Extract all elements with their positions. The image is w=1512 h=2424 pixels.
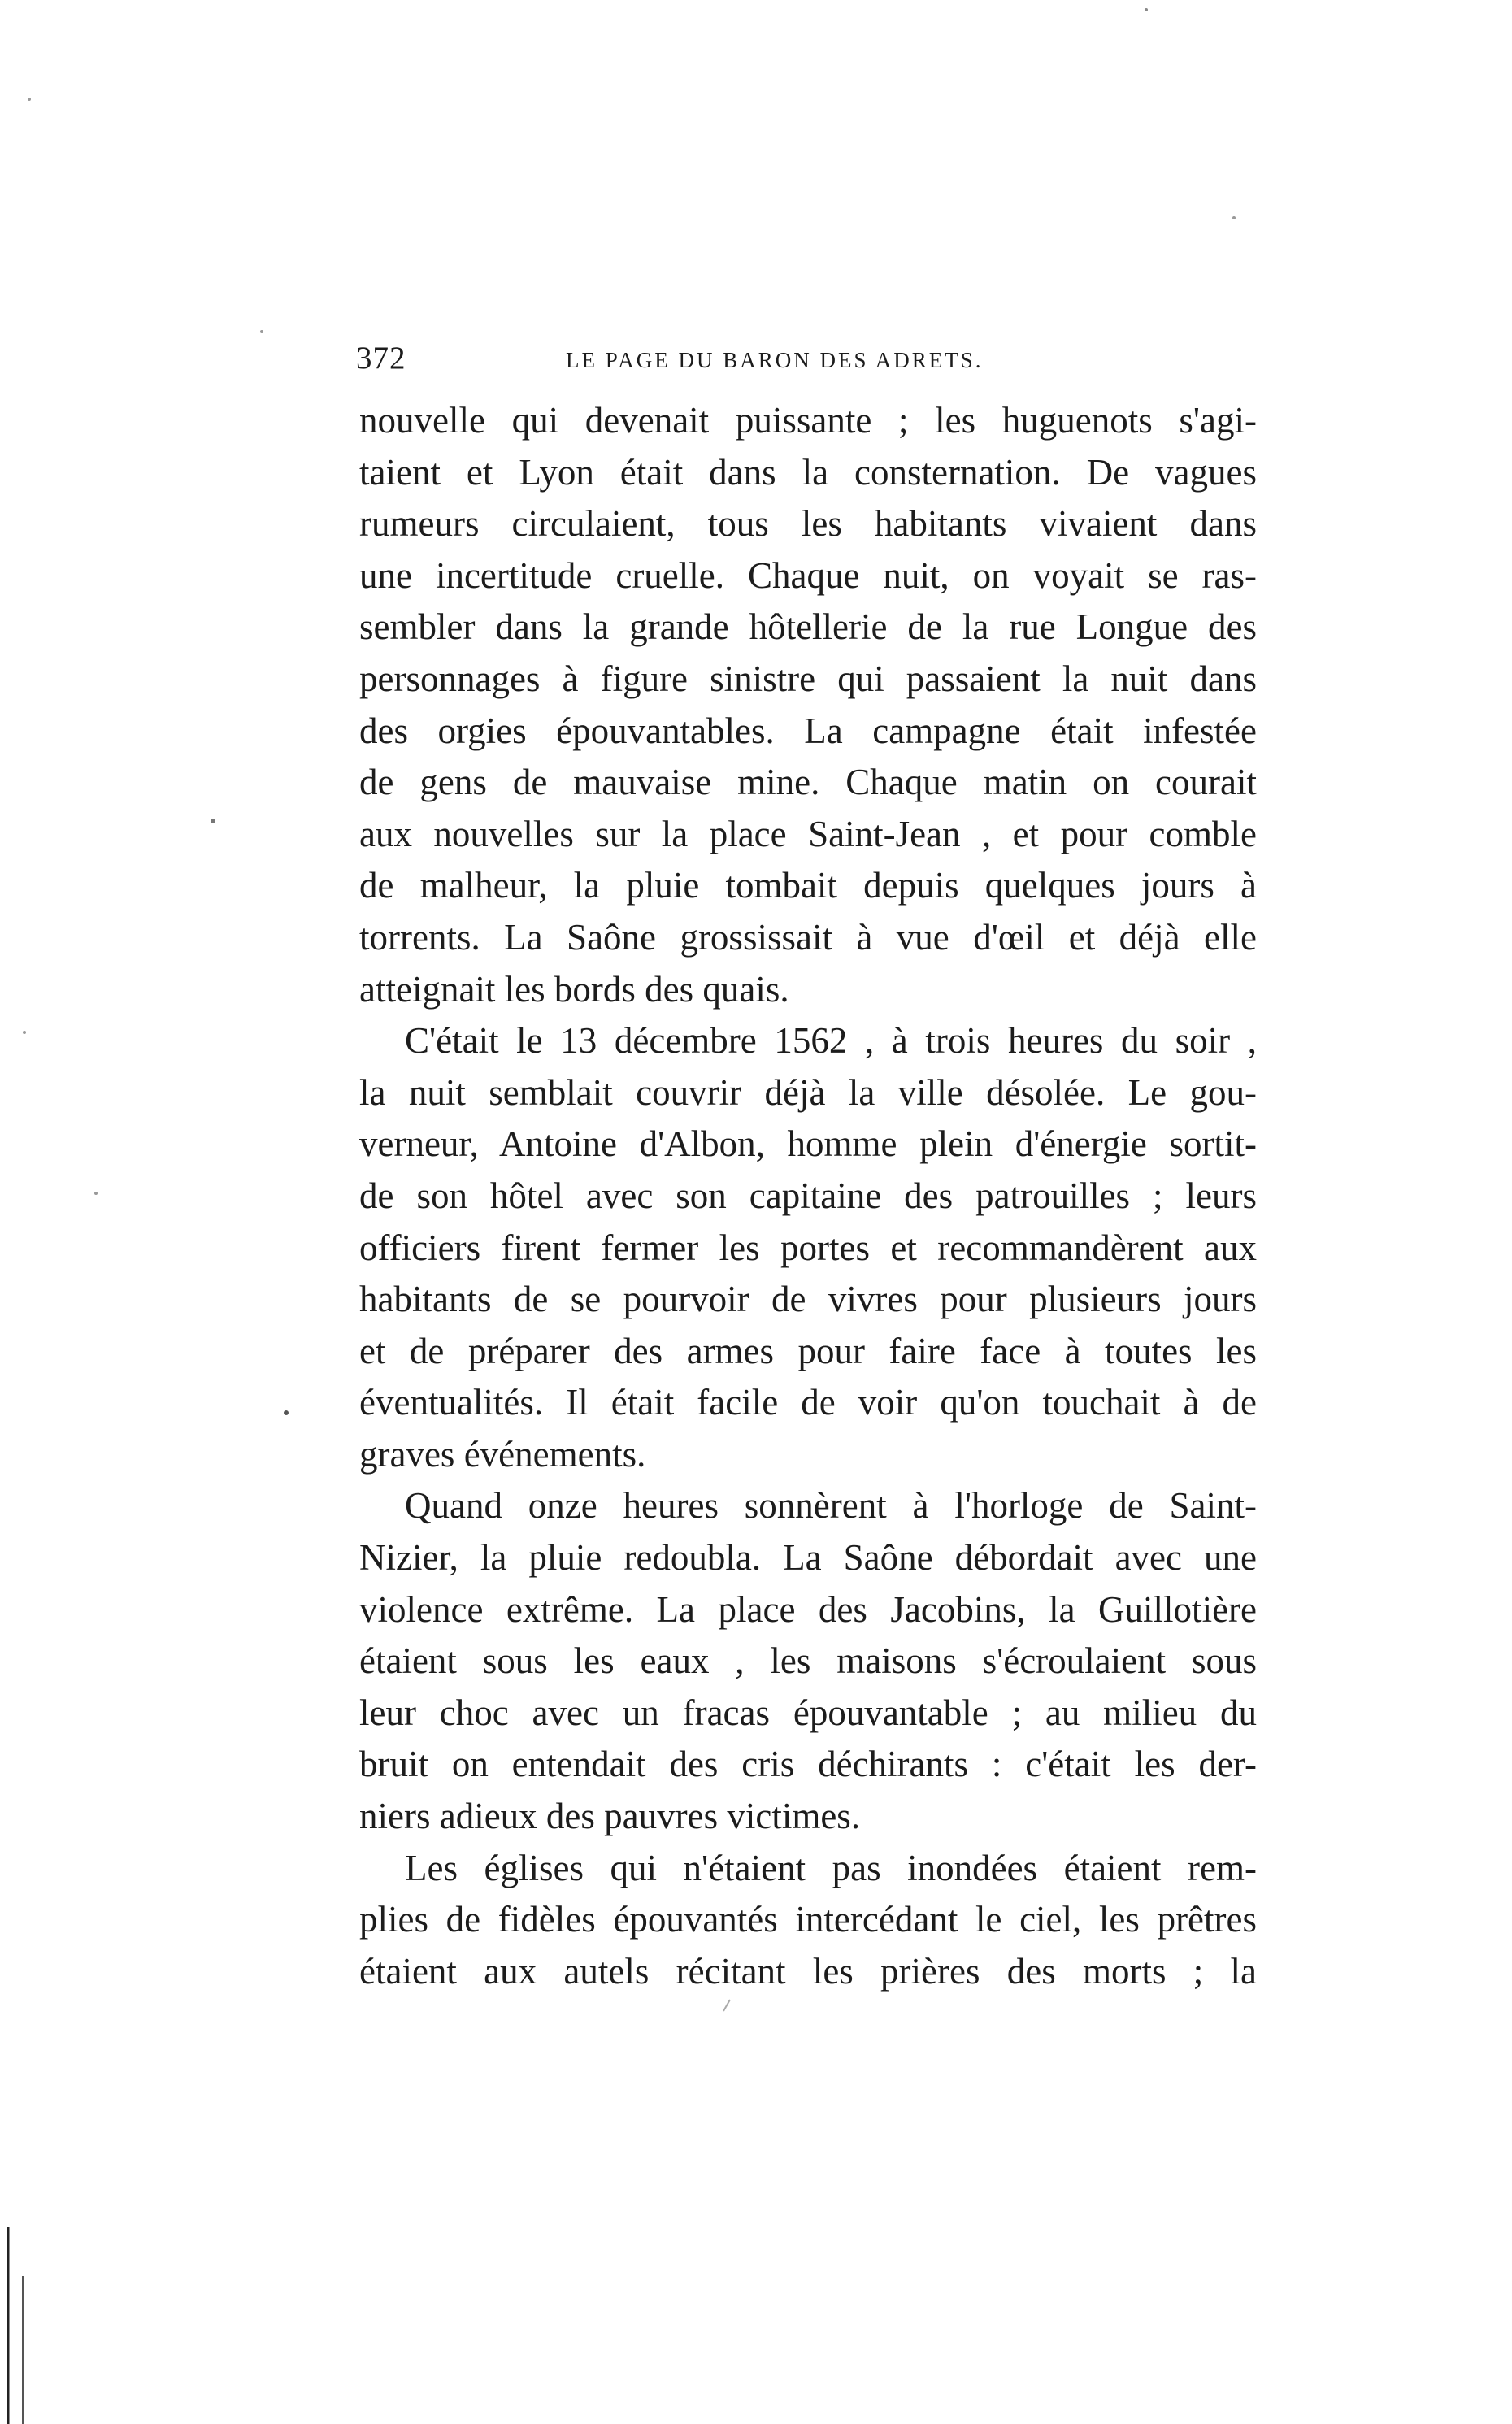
text-line: taient et Lyon était dans la consternation. De vagues — [359, 451, 1257, 493]
text-line: de malheur, la pluie tombait depuis quelques jours à — [359, 865, 1257, 906]
text-line: de gens de mauvaise mine. Chaque matin on courait — [359, 762, 1257, 803]
text-line: leur choc avec un fracas épouvantable ; au milieu du — [359, 1692, 1257, 1733]
scan-speck — [723, 2000, 730, 2011]
paragraph-end-line: niers adieux des pauvres victimes. — [359, 1796, 861, 1837]
paragraph-start-line: Les églises qui n'étaient pas inondées étaient rem- — [405, 1847, 1257, 1888]
text-line: une incertitude cruelle. Chaque nuit, on voyait se ras- — [359, 554, 1257, 596]
paragraph-start-line: Quand onze heures sonnèrent à l'horloge de Saint- — [405, 1485, 1257, 1527]
paragraph-start-line: C'était le 13 décembre 1562 , à trois heures du soir , — [405, 1020, 1257, 1062]
text-line: étaient sous les eaux , les maisons s'écroulaient sous — [359, 1640, 1257, 1682]
text-line: habitants de se pourvoir de vivres pour plusieurs jours — [359, 1279, 1257, 1320]
scan-speck — [28, 98, 31, 101]
text-line: Nizier, la pluie redoubla. La Saône débordait avec une — [359, 1537, 1257, 1579]
text-line: aux nouvelles sur la place Saint-Jean , et pour comble — [359, 813, 1257, 854]
text-line: nouvelle qui devenait puissante ; les huguenots s'agi- — [359, 400, 1257, 441]
text-line: éventualités. Il était facile de voir qu'on touchait à de — [359, 1382, 1257, 1423]
paragraph-end-line: atteignait les bords des quais. — [359, 968, 789, 1010]
text-line: et de préparer des armes pour faire face à toutes les — [359, 1330, 1257, 1371]
scan-speck — [260, 330, 263, 333]
text-line: personnages à figure sinistre qui passaient la nuit dans — [359, 658, 1257, 699]
text-line: bruit on entendait des cris déchirants : c'était les der- — [359, 1744, 1257, 1785]
text-line: rumeurs circulaient, tous les habitants vivaient dans — [359, 503, 1257, 545]
page-number: 372 — [356, 341, 406, 376]
scan-speck — [1145, 8, 1148, 11]
text-line: la nuit semblait couvrir déjà la ville désolée. Le gou- — [359, 1071, 1257, 1113]
text-line: étaient aux autels récitant les prières des morts ; la — [359, 1950, 1257, 1992]
page-header — [356, 340, 1267, 389]
text-line: torrents. La Saône grossissait à vue d'œil et déjà elle — [359, 916, 1257, 958]
text-line: plies de fidèles épouvantés intercédant le ciel, les prêtres — [359, 1899, 1257, 1940]
running-title: LE PAGE DU BARON DES ADRETS. — [566, 348, 984, 372]
scan-speck — [23, 1031, 26, 1034]
scan-speck — [284, 1410, 289, 1415]
text-line: violence extrême. La place des Jacobins, la Guillotière — [359, 1588, 1257, 1630]
scan-speck — [211, 819, 215, 823]
scan-speck — [94, 1192, 98, 1195]
body-text — [359, 395, 1257, 1997]
text-line: des orgies épouvantables. La campagne était infestée — [359, 710, 1257, 751]
scan-speck — [1232, 216, 1236, 219]
text-line: officiers firent fermer les portes et recommandèrent aux — [359, 1227, 1257, 1268]
text-line: de son hôtel avec son capitaine des patrouilles ; leurs — [359, 1175, 1257, 1216]
text-line: verneur, Antoine d'Albon, homme plein d'énergie sortit- — [359, 1123, 1257, 1165]
paragraph-end-line: graves événements. — [359, 1433, 646, 1475]
text-line: sembler dans la grande hôtellerie de la rue Longue des — [359, 606, 1257, 648]
